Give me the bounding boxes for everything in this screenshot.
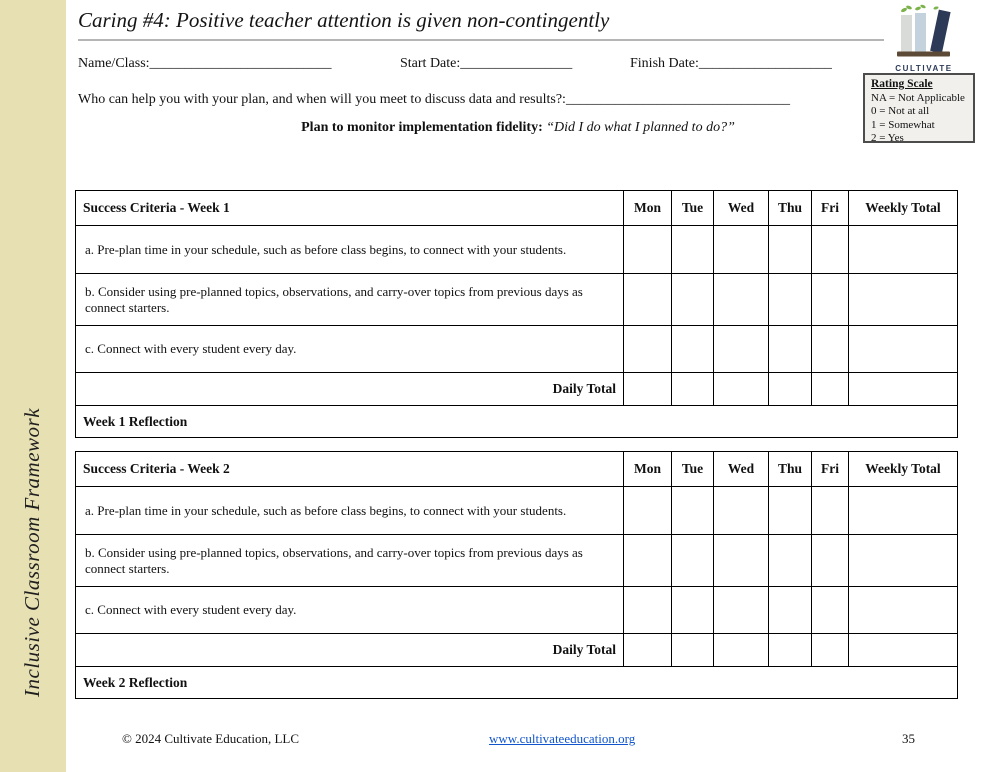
rating-cell <box>624 274 672 326</box>
week2-row-b <box>76 535 958 587</box>
rating-cell <box>769 535 812 587</box>
weekly-total-cell <box>849 634 958 667</box>
rating-cell <box>714 634 769 667</box>
rating-cell <box>769 373 812 406</box>
help-question-label: Who can help you with your plan, and when will you meet to discuss data and results?: <box>78 92 566 107</box>
weekly-total-cell <box>849 226 958 274</box>
rating-cell <box>812 535 849 587</box>
rating-cell <box>624 373 672 406</box>
col-header-weekly-total: Weekly Total <box>849 191 958 226</box>
rating-cell <box>812 326 849 373</box>
criteria-c-text: c. Connect with every student every day. <box>76 587 624 634</box>
rating-cell <box>624 587 672 634</box>
copyright-text: © 2024 Cultivate Education, LLC <box>122 731 300 746</box>
finish-date-blank: ___________________ <box>698 56 832 71</box>
week1-table <box>75 190 958 438</box>
rating-cell <box>769 587 812 634</box>
daily-total-label: Daily Total <box>76 373 624 406</box>
week1-title-cell: Success Criteria - Week 1 <box>76 191 624 226</box>
weekly-total-cell <box>849 326 958 373</box>
rating-cell <box>624 226 672 274</box>
name-class-field <box>78 56 332 72</box>
week1-daily-total-row <box>76 373 958 406</box>
col-header-thu: Thu <box>769 452 812 487</box>
week1-reflection-label: Week 1 Reflection <box>76 406 958 438</box>
week2-reflection-label: Week 2 Reflection <box>76 667 958 699</box>
rating-cell <box>769 634 812 667</box>
rating-cell <box>624 535 672 587</box>
rating-cell <box>624 634 672 667</box>
criteria-b-text: b. Consider using pre-planned topics, observations, and carry-over topics from previous days as connect starters. <box>76 274 624 326</box>
rating-cell <box>624 487 672 535</box>
rating-cell <box>672 487 714 535</box>
help-question-field <box>78 92 790 108</box>
fidelity-line <box>78 120 958 136</box>
rating-cell <box>812 634 849 667</box>
week1-reflection-row <box>76 406 958 438</box>
name-class-blank: __________________________ <box>149 56 332 71</box>
week1-row-b <box>76 274 958 326</box>
fidelity-label: Plan to monitor implementation fidelity: <box>301 120 543 135</box>
week2-row-a <box>76 487 958 535</box>
week1-row-a <box>76 226 958 274</box>
col-header-mon: Mon <box>624 452 672 487</box>
rating-cell <box>769 326 812 373</box>
books-logo-icon <box>894 4 954 58</box>
rating-cell <box>672 226 714 274</box>
week2-reflection-row <box>76 667 958 699</box>
rating-cell <box>714 535 769 587</box>
help-question-blank: ________________________________ <box>565 92 790 107</box>
start-date-field <box>400 56 572 72</box>
rating-cell <box>769 487 812 535</box>
rating-cell <box>812 587 849 634</box>
framework-sidebar-label: Inclusive Classroom Framework <box>20 407 44 697</box>
framework-sidebar <box>0 0 66 772</box>
week1-row-c <box>76 326 958 373</box>
rating-cell <box>672 634 714 667</box>
rating-cell <box>672 326 714 373</box>
rating-scale-item-2: 2 = Yes <box>871 132 904 144</box>
rating-cell <box>714 373 769 406</box>
week2-daily-total-row <box>76 634 958 667</box>
col-header-fri: Fri <box>812 191 849 226</box>
week2-row-c <box>76 587 958 634</box>
weekly-total-cell <box>849 373 958 406</box>
criteria-b-text: b. Consider using pre-planned topics, observations, and carry-over topics from previous days as connect starters. <box>76 535 624 587</box>
page-title: Caring #4: Positive teacher attention is given non-contingently <box>78 8 884 41</box>
page-number: 35 <box>902 731 915 746</box>
criteria-c-text: c. Connect with every student every day. <box>76 326 624 373</box>
daily-total-label: Daily Total <box>76 634 624 667</box>
col-header-tue: Tue <box>672 452 714 487</box>
finish-date-field <box>630 56 832 72</box>
start-date-label: Start Date: <box>400 56 461 71</box>
weekly-total-cell <box>849 587 958 634</box>
rating-cell <box>714 587 769 634</box>
week2-header-row <box>76 452 958 487</box>
col-header-weekly-total: Weekly Total <box>849 452 958 487</box>
col-header-thu: Thu <box>769 191 812 226</box>
criteria-a-text: a. Pre-plan time in your schedule, such as before class begins, to connect with your students. <box>76 226 624 274</box>
col-header-tue: Tue <box>672 191 714 226</box>
rating-cell <box>714 487 769 535</box>
criteria-a-text: a. Pre-plan time in your schedule, such as before class begins, to connect with your students. <box>76 487 624 535</box>
website-link[interactable]: www.cultivateeducation.org <box>489 731 636 746</box>
week2-table <box>75 451 958 699</box>
weekly-total-cell <box>849 274 958 326</box>
col-header-mon: Mon <box>624 191 672 226</box>
rating-cell <box>624 326 672 373</box>
rating-cell <box>714 326 769 373</box>
col-header-wed: Wed <box>714 191 769 226</box>
col-header-wed: Wed <box>714 452 769 487</box>
rating-cell <box>672 373 714 406</box>
week1-header-row <box>76 191 958 226</box>
rating-cell <box>714 226 769 274</box>
weekly-total-cell <box>849 487 958 535</box>
rating-scale-title: Rating Scale <box>871 78 933 90</box>
rating-scale-item-na: NA = Not Applicable <box>871 91 965 104</box>
rating-cell <box>769 274 812 326</box>
rating-scale-item-0: 0 = Not at all <box>871 105 930 117</box>
rating-cell <box>812 226 849 274</box>
rating-cell <box>812 373 849 406</box>
logo-text-cultivate: CULTIVATE <box>895 64 953 73</box>
finish-date-label: Finish Date: <box>630 56 699 71</box>
rating-cell <box>672 274 714 326</box>
rating-scale-item-1: 1 = Somewhat <box>871 118 935 131</box>
rating-cell <box>672 587 714 634</box>
rating-cell <box>714 274 769 326</box>
weekly-total-cell <box>849 535 958 587</box>
name-class-label: Name/Class: <box>78 56 150 71</box>
rating-cell <box>812 274 849 326</box>
col-header-fri: Fri <box>812 452 849 487</box>
rating-cell <box>672 535 714 587</box>
rating-cell <box>769 226 812 274</box>
cultivate-logo <box>883 4 965 82</box>
rating-cell <box>812 487 849 535</box>
week2-title-cell: Success Criteria - Week 2 <box>76 452 624 487</box>
fidelity-quote: “Did I do what I planned to do?” <box>546 120 735 135</box>
start-date-blank: ________________ <box>460 56 573 71</box>
